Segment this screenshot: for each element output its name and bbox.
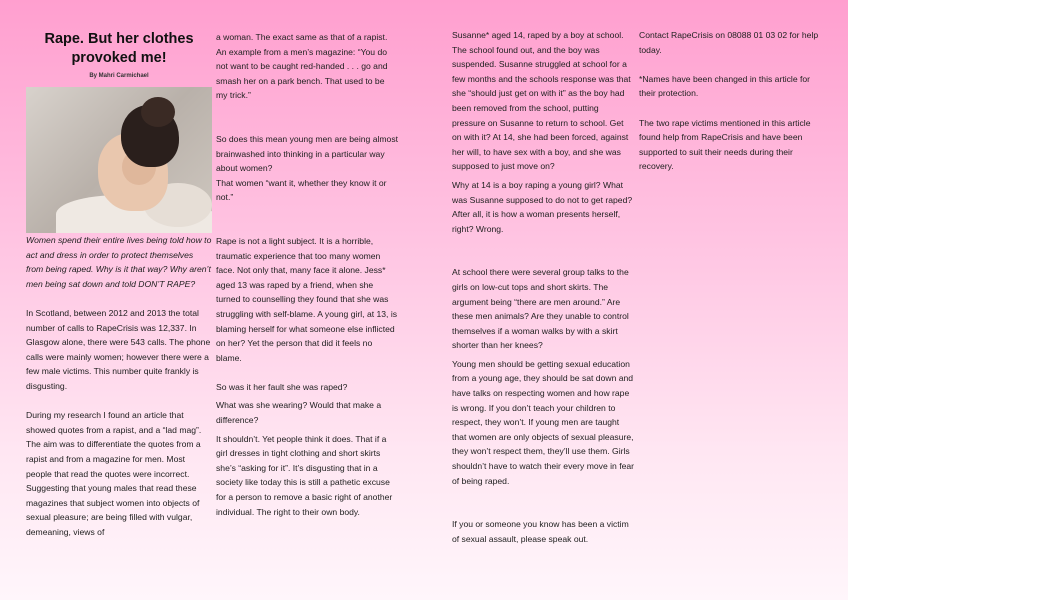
paragraph: During my research I found an article that showed quotes from a rapist, and a “lad mag”. The aim was to differentiate the quotes from a rapist and from a magazine for men. Most people that read the quotes were incorrect. Suggesting that young males that read these magazines that subject women into objects of sexual pleasure; are being filled with vulgar, demeaning, views of <box>26 410 202 537</box>
paragraph: So does this mean young men are being almost brainwashed into thinking in a particular way about women? <box>216 133 399 174</box>
paragraph: If you or someone you know has been a victim of sexual assault, please speak out. <box>452 519 629 544</box>
paragraph: Why at 14 is a boy raping a young girl? What was Susanne supposed to do not to get raped? After all, it is how a woman presents herself, right? Wrong. <box>452 179 633 234</box>
paragraph: a woman. The exact same as that of a rapist. An example from a men’s magazine: “You do not want to be caught red-handed . . . go and smash her on a park bench. That used to be my trick.” <box>216 32 388 101</box>
paragraph: It shouldn’t. Yet people think it does. That if a girl dresses in tight clothing and short skirts she’s “asking for it”. It’s disgusting that in a society like today this is still a pathetic excuse for a person to remove a basic right of another individual. The right to their own body. <box>216 433 393 517</box>
paragraph: At school there were several group talks to the girls on low-cut tops and short skirts. The argument being “there are men around.” Are these men animals? Are they unable to control themselves if a woman walks by with a skirt shorter than her knees? <box>452 267 629 351</box>
paragraph: Rape is not a light subject. It is a horrible, traumatic experience that too many women face. Not only that, many face it alone. Jess* aged 13 was raped by a friend, when she turned to counselling they found that she was struggling with self-blame. A young girl, at 13, is blaming herself for what someone else inflicted on her? Yet the person that did it feels no blame. <box>216 235 398 363</box>
column-1 <box>26 0 212 539</box>
support-note: The two rape victims mentioned in this article found help from RapeCrisis and have been supported to suit their needs during their recovery. <box>639 117 811 172</box>
article-intro: Women spend their entire lives being told how to act and dress in order to protect themselves from being raped. Why is it that way? Why aren’t men being sat down and told DON’T RAPE? <box>26 235 212 289</box>
paragraph: What was she wearing? Would that make a difference? <box>216 400 382 426</box>
column-3 <box>452 28 634 546</box>
photo-figure-hair-top <box>141 97 175 127</box>
paragraph: In Scotland, between 2012 and 2013 the total number of calls to RapeCrisis was 12,337. In Glasgow alone, there were 543 calls. The phone calls were mainly women; however there were a few male victims. This number quite frankly is disgusting. <box>26 307 211 391</box>
paragraph: Susanne* aged 14, raped by a boy at school. The school found out, and the boy was suspended. Susanne struggled at school for a few months and the schools response was that she “should just get on with it” as the boy had been removed from the school, putting pressure on Susanne to return to school. Get on with it? At 14, she had been forced, against her will, to have sex with a boy, and she was supposed to just move on? <box>452 30 631 172</box>
paragraph: That women “want it, whether they know it or not.” <box>216 177 387 203</box>
column-2 <box>216 30 398 519</box>
paragraph: Young men should be getting sexual education from a young age, they should be sat down and have talks on respecting women and how rape is wrong. If you don’t teach your children to respect, they won’t. If young men are taught that women are only objects of sexual pleasure, they won’t respect them, they’ll use them. Girls shouldn’t have to watch their every move in fear of being raped. <box>452 358 634 486</box>
paragraph: So was it her fault she was raped? <box>216 381 348 392</box>
contact-info: Contact RapeCrisis on 08088 01 03 02 for help today. <box>639 30 819 55</box>
article-photo <box>26 87 212 233</box>
article-title: Rape. But her clothes provoked me! <box>44 31 194 66</box>
article-byline: By Mahri Carmichael <box>89 73 149 79</box>
column-4 <box>639 28 825 174</box>
names-disclaimer: *Names have been changed in this article for their protection. <box>639 73 811 99</box>
